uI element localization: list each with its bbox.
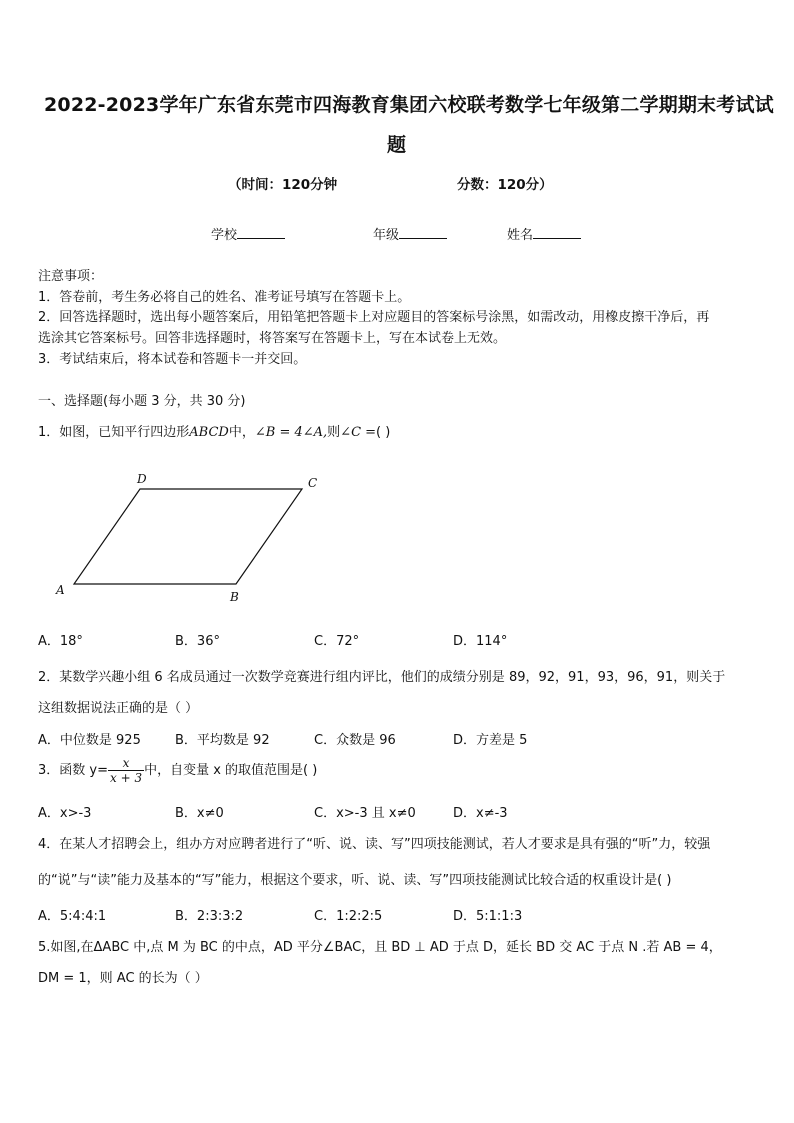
notice-item-2-line-2: 选涂其它答案标号。回答非选择题时，将答案写在答题卡上，写在本试卷上无效。 <box>38 331 507 346</box>
page-title-line2: 题 <box>387 134 407 156</box>
q2-option-b: B．平均数是 92 <box>175 733 270 748</box>
question-2-line-1: 2．某数学兴趣小组 6 名成员通过一次数学竞赛进行组内评比，他们的成绩分别是 89，92，91，93，96，91，则关于 <box>38 670 726 685</box>
q4-option-b: B．2:3:3:2 <box>175 909 244 924</box>
name-field <box>507 224 581 243</box>
q3-fraction <box>108 756 144 785</box>
question-5-line-2: DM = 1，则 AC 的长为（ ） <box>38 971 208 986</box>
q1-option-d: D．114° <box>453 634 508 649</box>
q1-option-b: B．36° <box>175 634 220 649</box>
q3-option-b: B．x≠0 <box>175 806 224 821</box>
q3-numerator: x <box>108 756 144 771</box>
q2-option-c: C．众数是 96 <box>314 733 396 748</box>
notice-item-3: 3．考试结束后，将本试卷和答题卡一并交回。 <box>38 352 307 367</box>
parallelogram-shape <box>74 489 302 584</box>
q3-option-d: D．x≠-3 <box>453 806 508 821</box>
question-4-line-1: 4．在某人才招聘会上，组办方对应聘者进行了“听、说、读、写”四项技能测试，若人才要求是具有强的“听”力，较强 <box>38 837 711 852</box>
parallelogram-figure <box>50 468 330 608</box>
q1-condition: ∠B = 4∠A, <box>254 425 328 440</box>
q1-then: 则 <box>327 425 341 440</box>
question-5-line-1: 5.如图,在ΔABC 中,点 M 为 BC 的中点，AD 平分∠BAC，且 BD ⊥ AD 于点 D，延长 BD 交 AC 于点 N .若 AB = 4， <box>38 940 722 955</box>
q2-option-a: A．中位数是 925 <box>38 733 141 748</box>
school-blank <box>237 226 285 239</box>
q3-prefix: 3．函数 y= <box>38 763 108 778</box>
exam-score: 分数：120分） <box>457 177 553 193</box>
q1-paren: ( ) <box>376 425 391 440</box>
q1-option-c: C．72° <box>314 634 360 649</box>
q4-option-a: A．5:4:4:1 <box>38 909 107 924</box>
q1-mid: 中， <box>228 425 255 440</box>
question-2-line-2: 这组数据说法正确的是（ ） <box>38 701 199 716</box>
q1-shape-name: ABCD <box>189 425 229 440</box>
grade-label: 年级 <box>373 228 400 243</box>
name-label: 姓名 <box>507 228 534 243</box>
vertex-label-c: C <box>308 476 318 490</box>
q1-prefix: 1．如图，已知平行四边形 <box>38 425 190 440</box>
q3-option-c: C．x>-3 且 x≠0 <box>314 806 416 821</box>
school-field <box>211 224 285 243</box>
name-blank <box>533 226 581 239</box>
q1-option-a: A．18° <box>38 634 83 649</box>
vertex-label-b: B <box>230 590 239 604</box>
q4-option-c: C．1:2:2:5 <box>314 909 383 924</box>
vertex-label-a: A <box>56 583 65 597</box>
school-label: 学校 <box>211 228 238 243</box>
grade-blank <box>399 226 447 239</box>
grade-field <box>373 224 447 243</box>
q2-option-d: D．方差是 5 <box>453 733 528 748</box>
page-title-line1: 2022-2023学年广东省东莞市四海教育集团六校联考数学七年级第二学期期末考试试 <box>44 94 774 116</box>
question-1-text <box>38 421 390 440</box>
notice-heading: 注意事项： <box>38 269 104 284</box>
notice-item-2-line-1: 2．回答选择题时，选出每小题答案后，用铅笔把答题卡上对应题目的答案标号涂黑，如需改动，用橡皮擦干净后，再 <box>38 310 710 325</box>
question-3-text <box>38 756 317 785</box>
q3-suffix: 中，自变量 x 的取值范围是( ) <box>144 763 318 778</box>
q3-denominator: x + 3 <box>110 771 143 785</box>
vertex-label-d: D <box>137 472 147 486</box>
q3-option-a: A．x>-3 <box>38 806 92 821</box>
exam-time: （时间：120分钟 <box>228 177 338 193</box>
q1-asked: ∠C = <box>340 425 377 440</box>
question-4-line-2: 的“说”与“读”能力及基本的“写”能力，根据这个要求，听、说、读、写”四项技能测试比较合适的权重设计是( ) <box>38 873 672 888</box>
notice-item-1: 1．答卷前，考生务必将自己的姓名、准考证号填写在答题卡上。 <box>38 290 411 305</box>
q4-option-d: D．5:1:1:3 <box>453 909 523 924</box>
section-heading: 一、选择题(每小题 3 分，共 30 分) <box>38 394 246 409</box>
